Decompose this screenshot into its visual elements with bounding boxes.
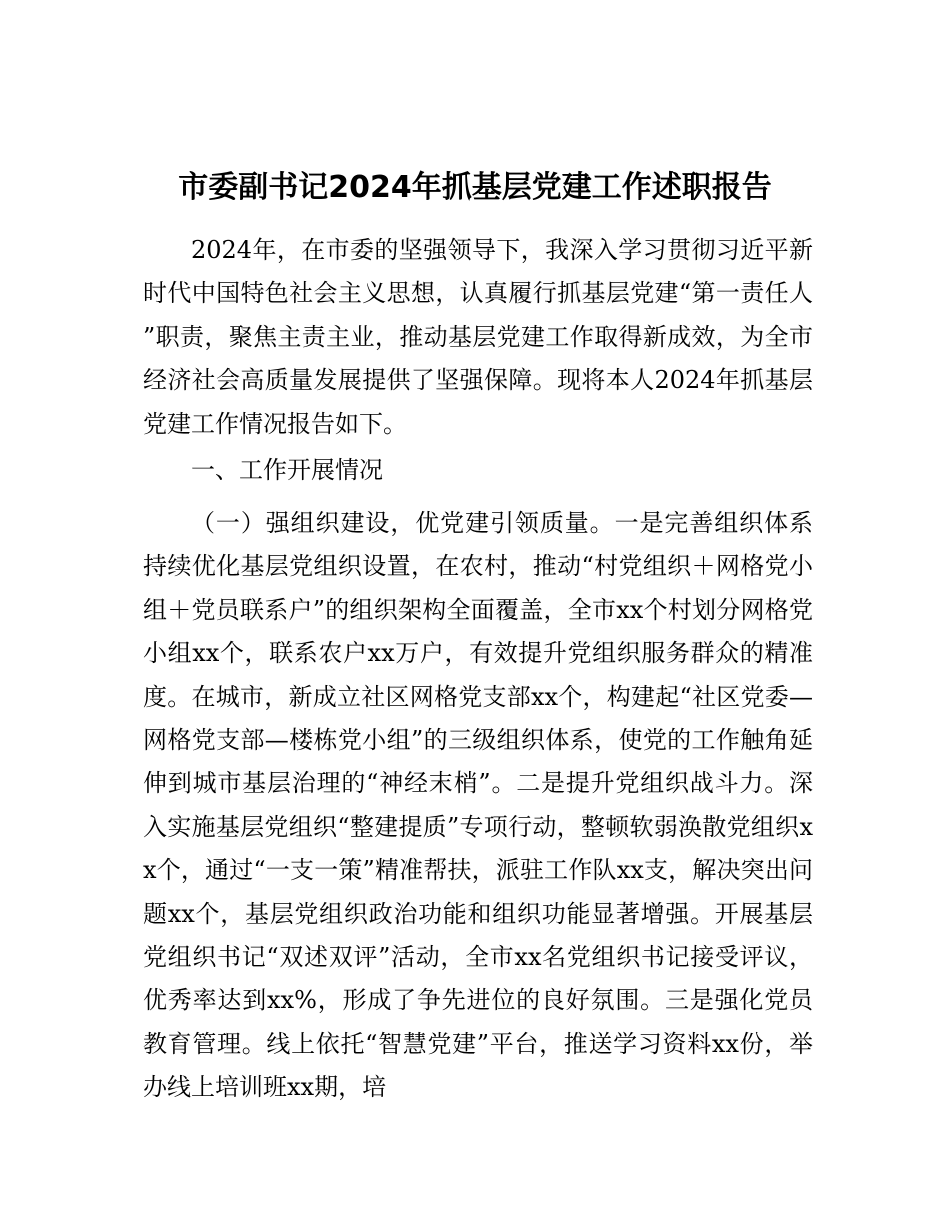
intro-paragraph: 2024年，在市委的坚强领导下，我深入学习贯彻习近平新时代中国特色社会主义思想，认真履行抓基层党建“第一责任人”职责，聚焦主责主业，推动基层党建工作取得新成效，为全市经济社会高质量发展提供了坚强保障。现将本人2024年抓基层党建工作情况报告如下。 [143, 236, 813, 438]
document-title: 市委副书记2024年抓基层党建工作述职报告 [178, 170, 772, 205]
body-paragraph: （一）强组织建设，优党建引领质量。一是完善组织体系持续优化基层党组织设置，在农村，推动“村党组织＋网格党小组＋党员联系户”的组织架构全面覆盖，全市xx个村划分网格党小组xx个，联系农户xx万户，有效提升党组织服务群众的精准度。在城市，新成立社区网格党支部xx个，构建起“社区党委—网格党支部—楼栋党小组”的三级组织体系，使党的工作触角延伸到城市基层治理的“神经末梢”。二是提升党组织战斗力。深入实施基层党组织“整建提质”专项行动，整顿软弱涣散党组织xx个，通过“一支一策”精准帮扶，派驻工作队xx支，解决突出问题xx个，基层党组织政治功能和组织功能显著增强。开展基层党组织书记“双述双评”活动，全市xx名党组织书记接受评议，优秀率达到xx%，形成了争先进位的良好氛围。三是强化党员教育管理。线上依托“智慧党建”平台，推送学习资料xx份，举办线上培训班xx期，培 [143, 509, 813, 1102]
section-heading: 一、工作开展情况 [191, 456, 383, 484]
